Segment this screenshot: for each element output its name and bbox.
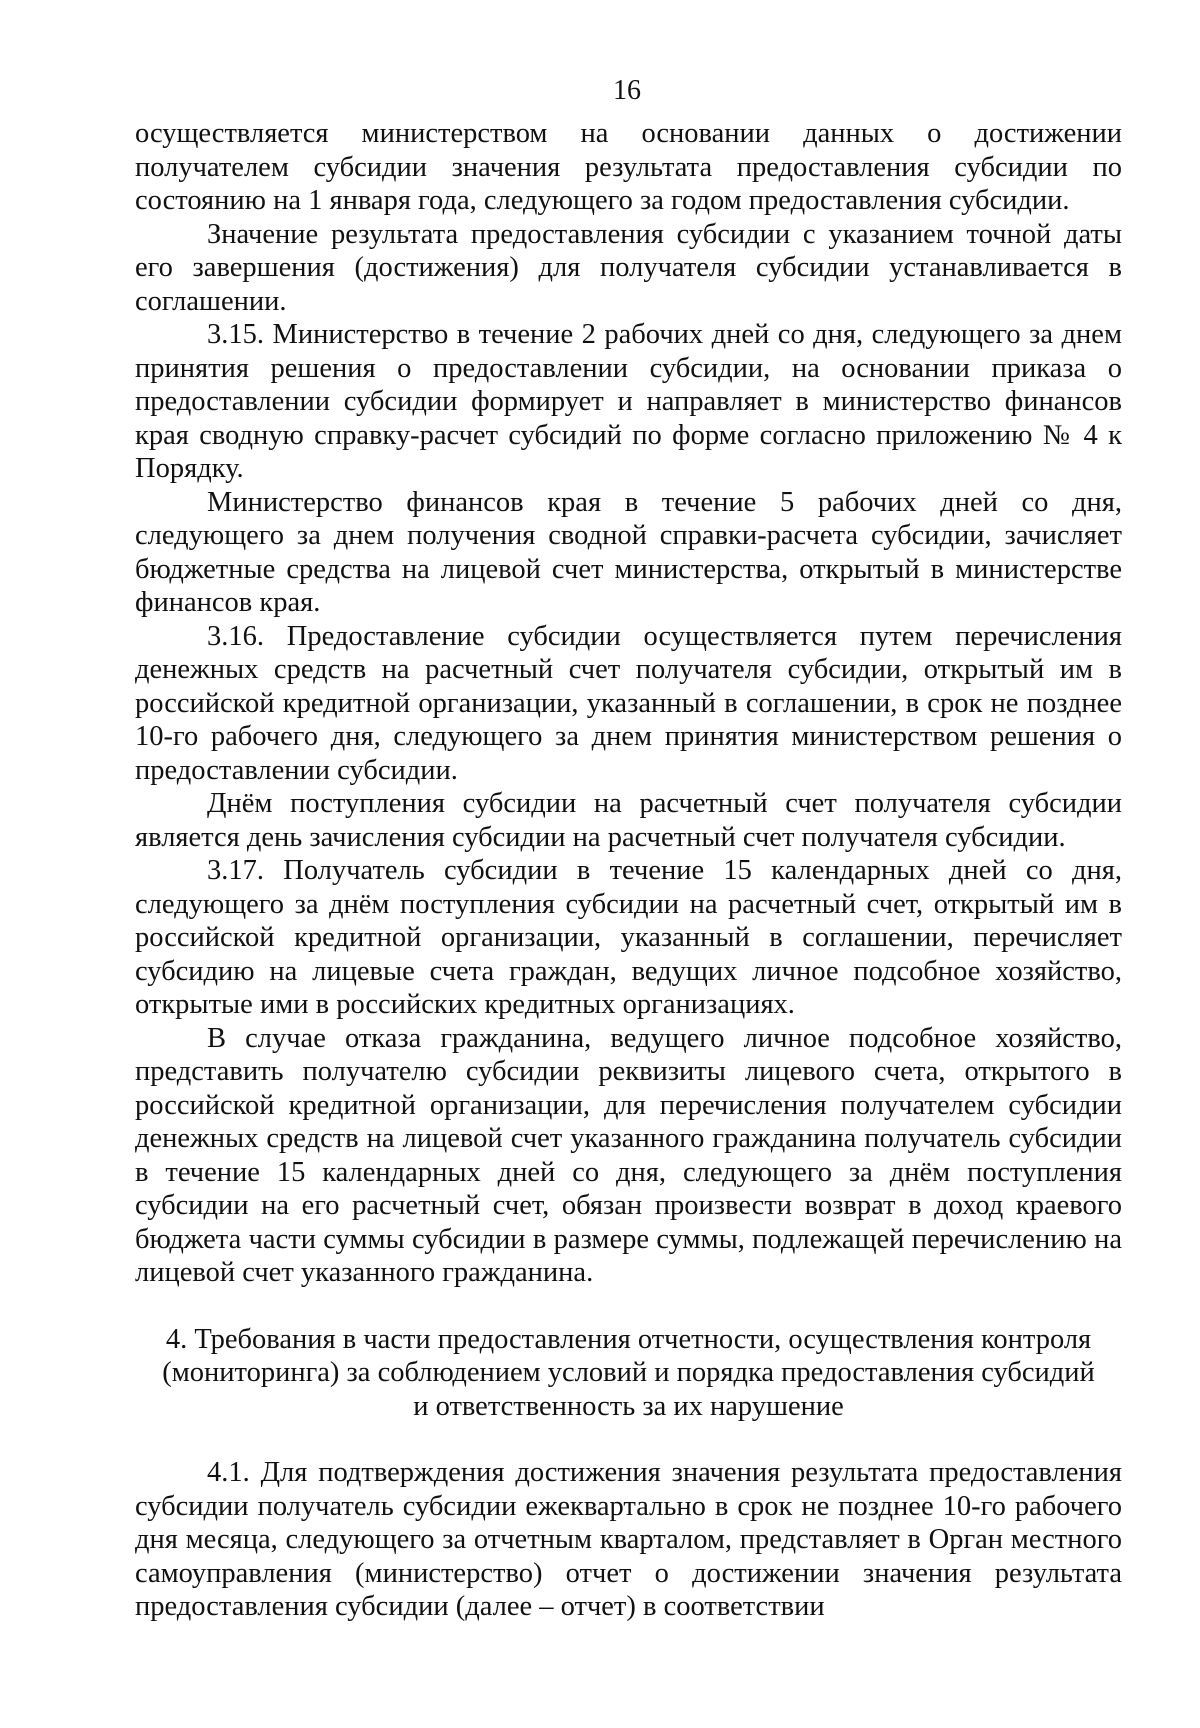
- section-heading-line-3: и ответственность за их нарушение: [413, 1390, 844, 1422]
- paragraph-result-value: Значение результата предоставления субсидии с указанием точной даты его завершения (достижения) для получателя субсидии устанавливается в соглашении.: [135, 218, 1122, 317]
- section-4-heading: [135, 1323, 1122, 1424]
- paragraph-finance-ministry: Министерство финансов края в течение 5 рабочих дней со дня, следующего за днем получения сводной справки-расчета субсидии, зачисляет бюджетные средства на лицевой счет министерства, открытый в министерстве финансов края.: [135, 486, 1122, 618]
- section-heading-line-1: 4. Требования в части предоставления отчетности, осуществления контроля: [165, 1323, 1092, 1355]
- paragraph-3-16: 3.16. Предоставление субсидии осуществляется путем перечисления денежных средств на расчетный счет получателя субсидии, открытый им в российской кредитной организации, указанный в соглашении, в срок не позднее 10-го рабочего дня, следующего за днем принятия министерством решения о предоставлении субсидии.: [135, 620, 1122, 786]
- section-heading-line-2: (мониторинга) за соблюдением условий и порядка предоставления субсидий: [162, 1357, 1095, 1388]
- paragraph-3-15: 3.15. Министерство в течение 2 рабочих дней со дня, следующего за днем принятия решения о предоставлении субсидии, на основании приказа о предоставлении субсидии формирует и направляет в министерство финансов края сводную справку-расчет субсидий по форме согласно приложению № 4 к Порядку.: [135, 319, 1122, 484]
- page-number: 16: [613, 75, 641, 106]
- paragraph-receipt-day: Днём поступления субсидии на расчетный счет получателя субсидии является день зачисления субсидии на расчетный счет получателя субсидии.: [135, 788, 1122, 853]
- paragraph-3-17: 3.17. Получатель субсидии в течение 15 календарных дней со дня, следующего за днём поступления субсидии на расчетный счет, открытый им в российской кредитной организации, указанный в соглашении, перечисляет субсидию на лицевые счета граждан, ведущих личное подсобное хозяйство, открытые ими в российских кредитных организациях.: [135, 855, 1122, 1020]
- paragraph-continuation: осуществляется министерством на основании данных о достижении получателем субсидии значения результата предоставления субсидии по состоянию на 1 января года, следующего за годом предоставления субсидии.: [135, 118, 1122, 216]
- document-body: [135, 117, 1122, 1624]
- paragraph-4-1: 4.1. Для подтверждения достижения значения результата предоставления субсидии получатель субсидии ежеквартально в срок не позднее 10-го рабочего дня месяца, следующего за отчетным кварталом, представляет в Орган местного самоуправления (министерство) отчет о достижении значения результата предоставления субсидии (далее – отчет) в соответствии: [135, 1457, 1122, 1622]
- paragraph-refusal-case: В случае отказа гражданина, ведущего личное подсобное хозяйство, представить получателю субсидии реквизиты лицевого счета, открытого в российской кредитной организации, для перечисления получателем субсидии денежных средств на лицевой счет указанного гражданина получатель субсидии в течение 15 календарных дней со дня, следующего за днём поступления субсидии на его расчетный счет, обязан произвести возврат в доход краевого бюджета части суммы субсидии в размере суммы, подлежащей перечислению на лицевой счет указанного гражданина.: [135, 1022, 1122, 1288]
